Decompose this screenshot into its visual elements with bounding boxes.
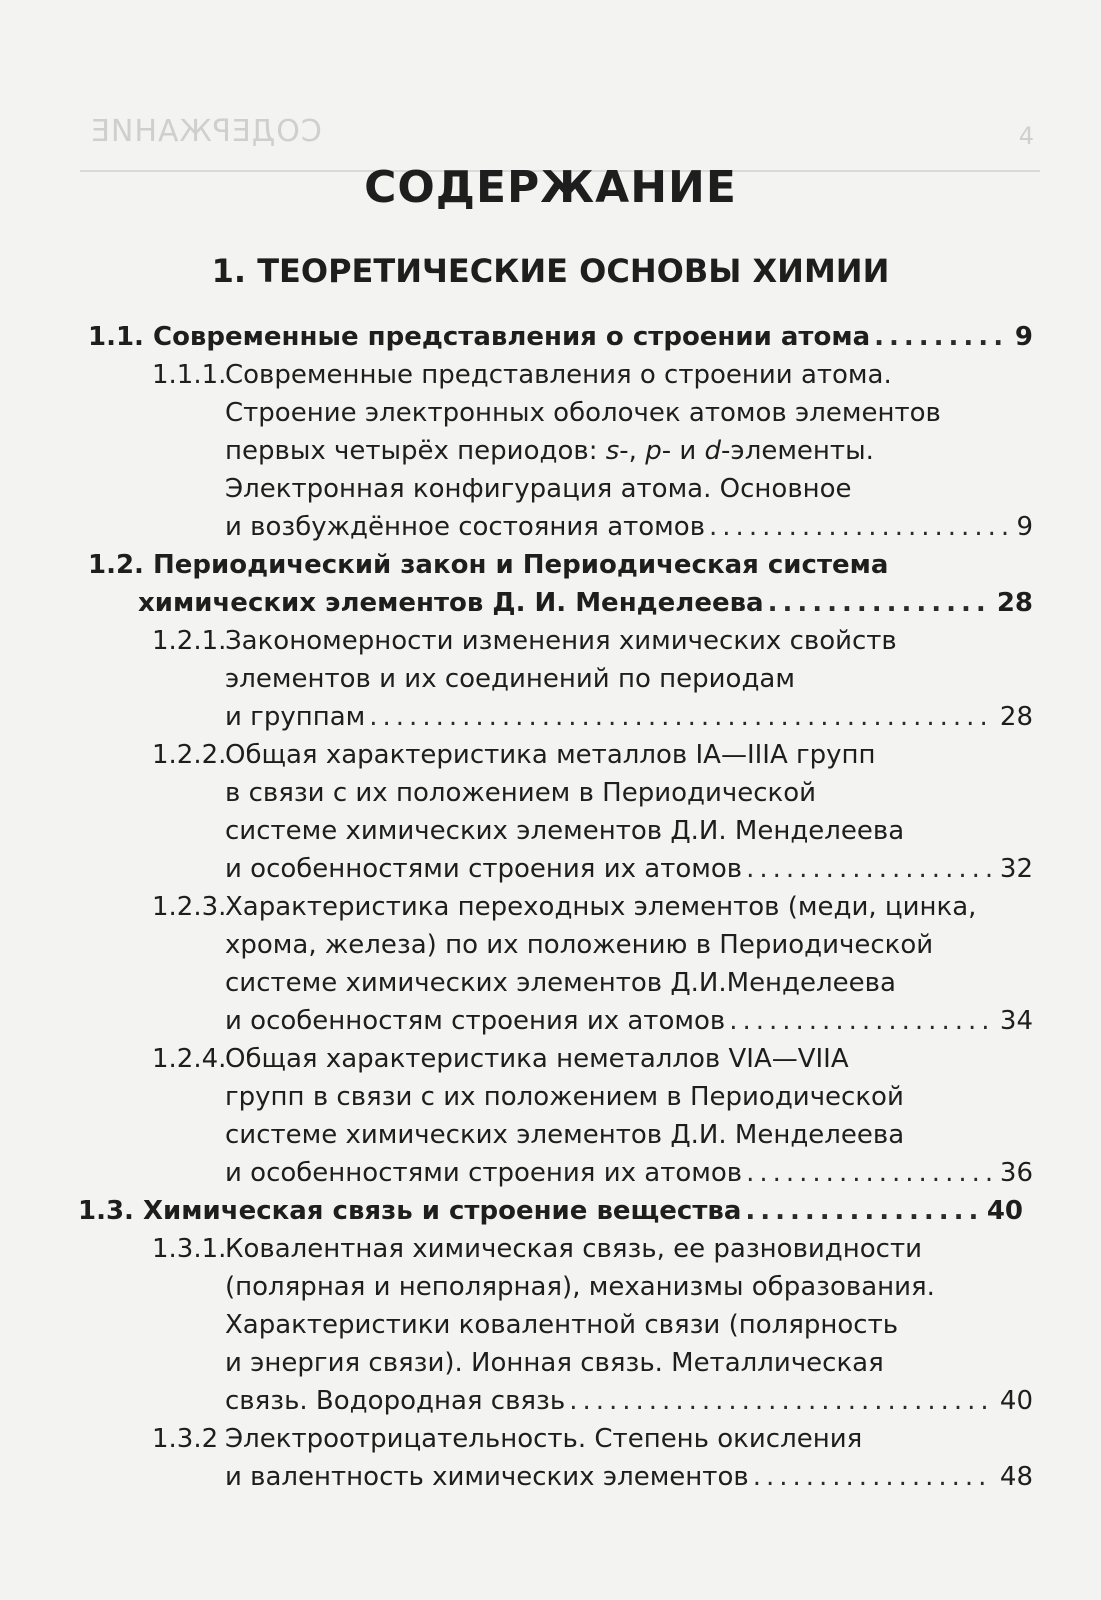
toc-entry-1-3-2[interactable] (0, 1420, 1101, 1496)
toc-entry-line: Общая характеристика металлов IA—IIIA групп (225, 740, 876, 770)
toc-entry-line (225, 432, 1033, 470)
section-title: 1. ТЕОРЕТИЧЕСКИЕ ОСНОВЫ ХИМИИ (211, 252, 890, 290)
toc-entry-1-1[interactable] (0, 318, 1101, 356)
text-fragment: -, (619, 436, 646, 466)
toc-entry-line: (полярная и неполярная), механизмы образования. (225, 1272, 935, 1302)
text-fragment-italic: d (704, 436, 722, 466)
toc-entry-line: Характеристика переходных элементов (меди, цинка, (225, 892, 977, 922)
leader-dots (874, 318, 1009, 356)
toc-entry-line: Общая характеристика неметаллов VIA—VIIA (225, 1044, 849, 1074)
toc-entry-1-2-2[interactable] (0, 736, 1101, 888)
toc-entry-line: химических элементов Д. И. Менделеева (138, 588, 764, 618)
toc-entry-1-2-1[interactable] (0, 622, 1101, 736)
toc-entry-line: и валентность химических элементов (225, 1462, 749, 1492)
toc-page-number: 28 (999, 702, 1033, 732)
toc-entry-1-2[interactable] (0, 546, 1101, 622)
toc-page-number: 28 (996, 588, 1033, 618)
toc-entry-line: Характеристики ковалентной связи (полярность (225, 1310, 899, 1340)
bleed-through-page-number: 4 (1018, 122, 1034, 150)
table-of-contents (0, 318, 1101, 1496)
toc-page-number: 9 (1014, 322, 1033, 352)
toc-entry-number: 1.3.1. (152, 1234, 227, 1264)
toc-entry-line: Современные представления о строении атома. (225, 360, 892, 390)
toc-page-number: 40 (999, 1386, 1033, 1416)
leader-dots (746, 850, 994, 888)
toc-entry-line: элементов и их соединений по периодам (225, 664, 795, 694)
toc-entry-line: и особенностям строения их атомов (225, 1006, 726, 1036)
toc-entry-line: системе химических элементов Д.И. Менделеева (225, 816, 905, 846)
toc-entry-number: 1.2.1. (152, 626, 227, 656)
leader-dots (746, 1154, 994, 1192)
toc-entry-1-1-1[interactable] (0, 356, 1101, 546)
toc-entry-line: Ковалентная химическая связь, ее разновидности (225, 1234, 923, 1264)
text-fragment: первых четырёх периодов: (225, 436, 606, 466)
leader-dots (745, 1192, 980, 1230)
toc-entry-line: и энергия связи). Ионная связь. Металлическая (225, 1348, 884, 1378)
toc-entry-line: хрома, железа) по их положению в Периодической (225, 930, 934, 960)
text-fragment-italic: s (605, 436, 620, 466)
leader-dots (729, 1002, 994, 1040)
toc-entry-line: в связи с их положением в Периодической (225, 778, 817, 808)
toc-entry-line: и возбуждённое состояния атомов (225, 512, 706, 542)
toc-entry-line: 1.2. Периодический закон и Периодическая система (88, 550, 889, 580)
toc-entry-number: 1.3.2 (152, 1424, 219, 1454)
toc-entry-number: 1.2.3. (152, 892, 227, 922)
toc-entry-line: и особенностями строения их атомов (225, 854, 743, 884)
toc-entry-number: 1.1.1. (152, 360, 227, 390)
text-fragment-italic: p (645, 436, 662, 466)
bleed-through-title: СОДЕРЖАНИЕ (90, 114, 322, 149)
toc-entry-line: Закономерности изменения химических свойств (225, 626, 897, 656)
toc-entry-line: Электроотрицательность. Степень окисления (225, 1424, 863, 1454)
toc-page-number: 36 (999, 1158, 1033, 1188)
toc-entry-1-2-3[interactable] (0, 888, 1101, 1040)
toc-entry-line: Электронная конфигурация атома. Основное (225, 474, 852, 504)
toc-entry-number: 1.2.2. (152, 740, 227, 770)
toc-entry-line: Строение электронных оболочек атомов элементов (225, 398, 941, 428)
page-title: СОДЕРЖАНИЕ (364, 162, 737, 213)
toc-entry-1-2-4[interactable] (0, 1040, 1101, 1192)
leader-dots (768, 584, 991, 622)
text-fragment: - и (661, 436, 705, 466)
toc-entry-line: и группам (225, 702, 366, 732)
toc-entry-1-3[interactable] (0, 1192, 1101, 1230)
toc-entry-1-3-1[interactable] (0, 1230, 1101, 1420)
toc-entry-number: 1.2.4. (152, 1044, 227, 1074)
leader-dots (709, 508, 1010, 546)
leader-dots (369, 698, 994, 736)
toc-entry-line: групп в связи с их положением в Периодической (225, 1082, 904, 1112)
toc-page-number: 9 (1016, 512, 1033, 542)
toc-page-number: 34 (999, 1006, 1033, 1036)
toc-entry-line: связь. Водородная связь (225, 1386, 566, 1416)
toc-entry-title: 1.3. Химическая связь и строение вещества (78, 1196, 742, 1226)
leader-dots (753, 1458, 994, 1496)
toc-page-number: 32 (999, 854, 1033, 884)
toc-entry-title: 1.1. Современные представления о строении атома (88, 322, 871, 352)
toc-entry-line: системе химических элементов Д.И.Менделеева (225, 968, 896, 998)
toc-entry-line: и особенностями строения их атомов (225, 1158, 743, 1188)
toc-entry-line: системе химических элементов Д.И. Менделеева (225, 1120, 905, 1150)
leader-dots (569, 1382, 994, 1420)
toc-page-number: 40 (986, 1196, 1023, 1226)
text-fragment: -элементы. (721, 436, 874, 466)
toc-page-number: 48 (999, 1462, 1033, 1492)
